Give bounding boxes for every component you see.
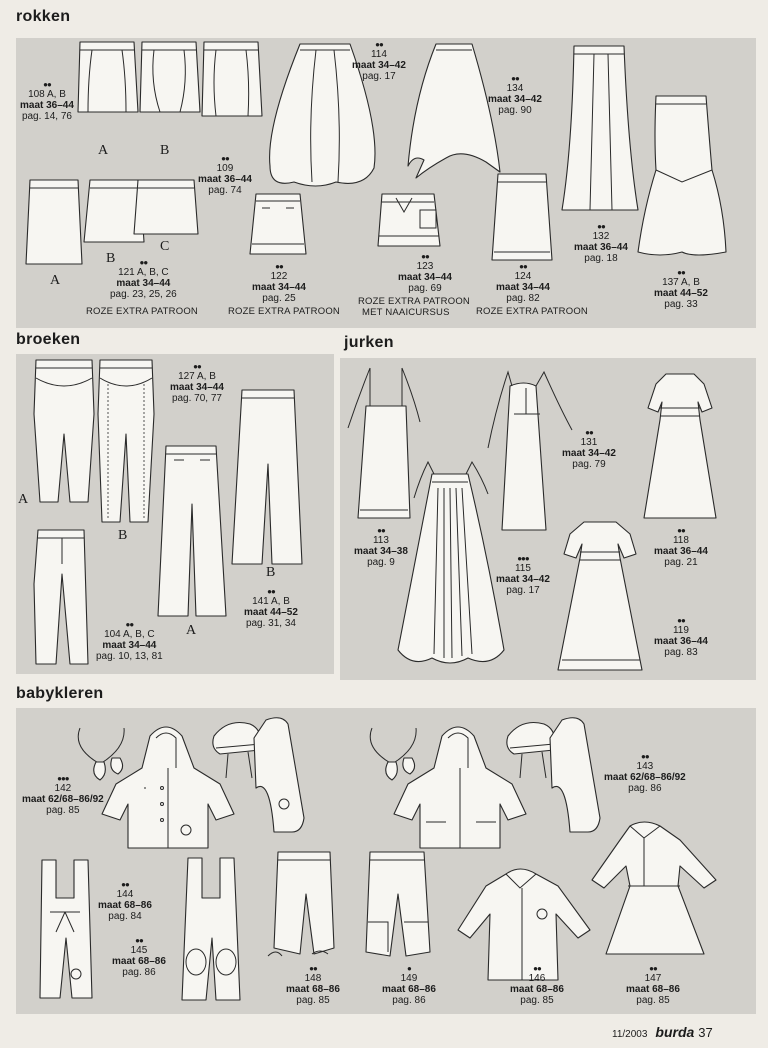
baby-pants-148-sketch: [268, 852, 334, 956]
skirt-121c-sketch: [134, 180, 198, 234]
baby-hat-142-sketch: [213, 723, 261, 779]
trousers-141b-sketch: [232, 390, 302, 564]
item-label-109: ●● 109 maat 36–44 pag. 74: [198, 154, 252, 196]
item-label-121: ●● 121 A, B, C maat 34–44 pag. 23, 25, 26: [110, 258, 177, 300]
skirt-108a-sketch: [78, 42, 138, 112]
item-label-147: ●● 147 maat 68–86 pag. 85: [626, 964, 680, 1006]
item-label-104: ●● 104 A, B, C maat 34–44 pag. 10, 13, 81: [96, 620, 163, 662]
dress-115-sketch: [398, 462, 504, 663]
extra-pattern-note: ROZE EXTRA PATROON: [476, 306, 588, 317]
skirt-109-sketch: [202, 42, 262, 116]
item-label-141: ●● 141 A, B maat 44–52 pag. 31, 34: [244, 587, 298, 629]
skirt-132-sketch: [562, 46, 638, 210]
item-label-134: ●● 134 maat 34–42 pag. 90: [488, 74, 542, 116]
section-heading-jurken: jurken: [344, 334, 394, 351]
dress-131-sketch: [488, 372, 572, 530]
item-label-131: ●● 131 maat 34–42 pag. 79: [562, 428, 616, 470]
page-footer: [612, 1024, 713, 1040]
skirt-124-sketch: [492, 174, 552, 260]
extra-pattern-note: ROZE EXTRA PATROON: [86, 306, 198, 317]
trousers-104-sketch: [34, 530, 88, 664]
baby-jacket-143-sketch: [394, 727, 526, 848]
item-label-115: ●●● 115 maat 34–42 pag. 17: [496, 554, 550, 596]
baby-scarf-143-sketch: [550, 718, 600, 832]
trousers-127b-sketch: [98, 360, 154, 522]
baby-overall-144-sketch: [40, 860, 92, 998]
item-label-145: ●● 145 maat 68–86 pag. 86: [112, 936, 166, 978]
skirt-121a-sketch: [26, 180, 82, 264]
letter-a: A: [98, 143, 109, 158]
baby-overall-145-sketch: [182, 858, 240, 1000]
baby-mittens-143-sketch: [370, 728, 416, 780]
extra-pattern-note: ROZE EXTRA PATROON: [358, 296, 470, 307]
trousers-141a-sketch: [158, 446, 226, 616]
letter-a: A: [50, 273, 61, 288]
item-label-132: ●● 132 maat 36–44 pag. 18: [574, 222, 628, 264]
item-label-118: ●● 118 maat 36–44 pag. 21: [654, 526, 708, 568]
item-label-127: ●● 127 A, B maat 34–44 pag. 70, 77: [170, 362, 224, 404]
section-heading-babykleren: babykleren: [16, 685, 104, 702]
skirt-134-sketch: [408, 44, 500, 178]
skirt-108b-sketch: [140, 42, 200, 112]
item-label-137: ●● 137 A, B maat 44–52 pag. 33: [654, 268, 708, 310]
letter-b: B: [160, 143, 170, 158]
letter-a: A: [186, 623, 197, 638]
section-heading-rokken: rokken: [16, 8, 71, 25]
baby-scarf-142-sketch: [254, 718, 304, 832]
dress-118-sketch: [644, 374, 716, 518]
item-label-144: ●● 144 maat 68–86 pag. 84: [98, 880, 152, 922]
letter-b: B: [118, 528, 128, 543]
brand-logo: burda: [655, 1024, 695, 1040]
item-label-119: ●● 119 maat 36–44 pag. 83: [654, 616, 708, 658]
item-label-148: ●● 148 maat 68–86 pag. 85: [286, 964, 340, 1006]
extra-pattern-note: ROZE EXTRA PATROON: [228, 306, 340, 317]
trousers-127a-sketch: [34, 360, 94, 502]
baby-mittens-142-sketch: [78, 728, 124, 780]
skirt-122-sketch: [250, 194, 306, 254]
baby-pants-149-sketch: [366, 852, 430, 956]
item-label-149: ● 149 maat 68–86 pag. 86: [382, 964, 436, 1006]
page-number: 37: [698, 1025, 713, 1040]
item-label-146: ●● 146 maat 68–86 pag. 85: [510, 964, 564, 1006]
dress-113-sketch: [348, 368, 420, 518]
item-label-114: ●● 114 maat 34–42 pag. 17: [352, 40, 406, 82]
baby-hat-143-sketch: [507, 723, 555, 779]
baby-dress-147-sketch: [592, 822, 716, 954]
letter-a: A: [18, 492, 29, 507]
item-label-113: ●● 113 maat 34–38 pag. 9: [354, 526, 408, 568]
item-label-142: ●●● 142 maat 62/68–86/92 pag. 85: [22, 774, 104, 816]
item-label-143: ●● 143 maat 62/68–86/92 pag. 86: [604, 752, 686, 794]
letter-b: B: [266, 565, 276, 580]
skirt-123-sketch: [378, 194, 440, 246]
skirt-137-sketch: [638, 96, 726, 255]
letter-b: B: [106, 251, 116, 266]
item-label-124: ●● 124 maat 34–44 pag. 82: [496, 262, 550, 304]
item-label-123: ●● 123 maat 34–44 pag. 69: [398, 252, 452, 294]
item-label-122: ●● 122 maat 34–44 pag. 25: [252, 262, 306, 304]
section-heading-broeken: broeken: [16, 331, 81, 348]
issue-date: 11/2003: [612, 1029, 648, 1040]
dress-119-sketch: [558, 522, 642, 670]
letter-c: C: [160, 239, 170, 254]
item-label-108: ●● 108 A, B maat 36–44 pag. 14, 76: [20, 80, 74, 122]
sewing-course-note: MET NAAICURSUS: [362, 307, 450, 318]
